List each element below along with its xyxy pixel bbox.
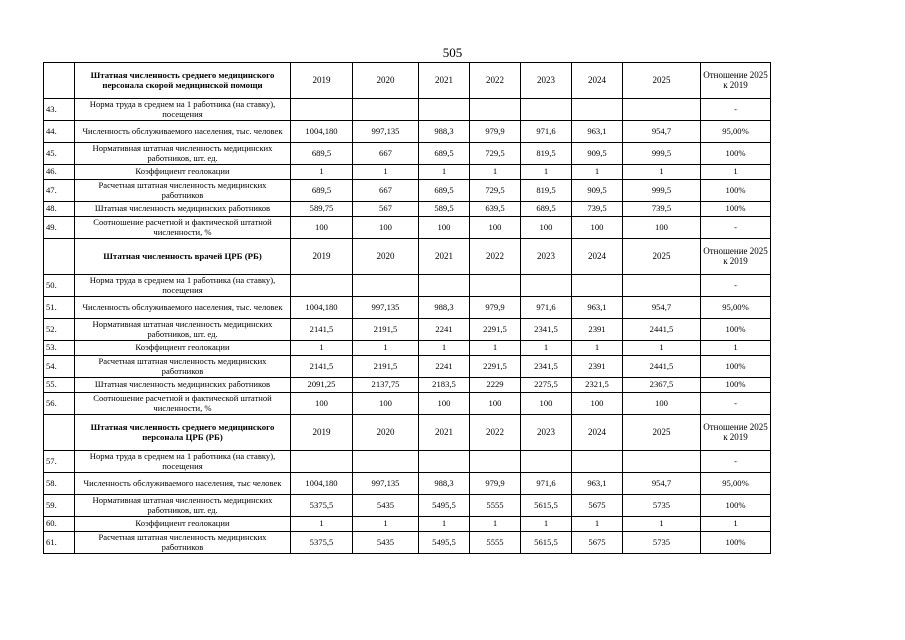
year-header: 2022 (470, 63, 521, 99)
value-cell: 2341,5 (521, 356, 572, 378)
year-header: 2021 (419, 239, 470, 275)
year-header: 2024 (572, 239, 623, 275)
ratio-header: Отношение 2025 к 2019 (701, 239, 771, 275)
value-cell: 2391 (572, 356, 623, 378)
value-cell: 979,9 (470, 297, 521, 319)
value-cell: 5375,5 (291, 495, 353, 517)
value-cell: 2137,75 (353, 378, 419, 393)
value-cell (521, 99, 572, 121)
value-cell: 5435 (353, 532, 419, 554)
year-header: 2025 (623, 239, 701, 275)
year-header: 2019 (291, 63, 353, 99)
row-label: Коэффициент геолокации (75, 165, 291, 180)
row-label: Штатная численность медицинских работников (75, 378, 291, 393)
value-cell: 5735 (623, 495, 701, 517)
year-header: 2020 (353, 239, 419, 275)
value-cell: 5675 (572, 532, 623, 554)
value-cell (291, 275, 353, 297)
year-header: 2019 (291, 415, 353, 451)
ratio-cell: 95,00% (701, 121, 771, 143)
value-cell: 589,75 (291, 202, 353, 217)
value-cell: 2291,5 (470, 319, 521, 341)
value-cell: 739,5 (572, 202, 623, 217)
table-row (44, 217, 771, 239)
value-cell: 100 (419, 393, 470, 415)
value-cell: 567 (353, 202, 419, 217)
value-cell: 100 (521, 393, 572, 415)
value-cell (470, 451, 521, 473)
row-label: Соотношение расчетной и фактической штатной численности, % (75, 393, 291, 415)
value-cell: 2141,5 (291, 356, 353, 378)
value-cell: 2091,25 (291, 378, 353, 393)
row-number: 44. (44, 121, 75, 143)
year-header: 2021 (419, 415, 470, 451)
value-cell: 100 (623, 393, 701, 415)
value-cell: 689,5 (291, 143, 353, 165)
row-number: 49. (44, 217, 75, 239)
row-label: Расчетная штатная численность медицинских работников (75, 180, 291, 202)
table-row (44, 451, 771, 473)
year-header: 2023 (521, 415, 572, 451)
ratio-cell: - (701, 99, 771, 121)
row-number: 43. (44, 99, 75, 121)
section-header-row (44, 239, 771, 275)
table-row (44, 297, 771, 319)
row-number: 54. (44, 356, 75, 378)
value-cell: 5615,5 (521, 495, 572, 517)
row-label: Нормативная штатная численность медицинских работников, шт. ед. (75, 143, 291, 165)
value-cell: 5495,5 (419, 495, 470, 517)
ratio-cell: - (701, 393, 771, 415)
value-cell: 689,5 (419, 143, 470, 165)
section-title: Штатная численность врачей ЦРБ (РБ) (75, 239, 291, 275)
year-header: 2020 (353, 415, 419, 451)
value-cell: 100 (291, 217, 353, 239)
year-header: 2024 (572, 63, 623, 99)
value-cell: 729,5 (470, 143, 521, 165)
value-cell: 963,1 (572, 121, 623, 143)
value-cell: 971,6 (521, 297, 572, 319)
ratio-cell: - (701, 451, 771, 473)
value-cell: 997,135 (353, 473, 419, 495)
value-cell: 988,3 (419, 473, 470, 495)
ratio-cell: 100% (701, 356, 771, 378)
value-cell: 1 (419, 165, 470, 180)
value-cell: 997,135 (353, 121, 419, 143)
row-number: 45. (44, 143, 75, 165)
value-cell (623, 99, 701, 121)
value-cell: 2341,5 (521, 319, 572, 341)
row-label: Нормативная штатная численность медицинских работников, шт. ед. (75, 495, 291, 517)
value-cell: 971,6 (521, 121, 572, 143)
value-cell: 667 (353, 180, 419, 202)
section-number-blank (44, 239, 75, 275)
ratio-cell: 100% (701, 143, 771, 165)
row-label: Штатная численность медицинских работников (75, 202, 291, 217)
row-label: Норма труда в среднем на 1 работника (на ставку), посещения (75, 99, 291, 121)
value-cell (353, 451, 419, 473)
value-cell: 2141,5 (291, 319, 353, 341)
value-cell: 2275,5 (521, 378, 572, 393)
value-cell: 2321,5 (572, 378, 623, 393)
value-cell: 979,9 (470, 473, 521, 495)
value-cell: 999,5 (623, 180, 701, 202)
value-cell: 2241 (419, 319, 470, 341)
year-header: 2023 (521, 239, 572, 275)
ratio-cell: 100% (701, 202, 771, 217)
section-number-blank (44, 63, 75, 99)
year-header: 2022 (470, 239, 521, 275)
value-cell (470, 275, 521, 297)
row-number: 51. (44, 297, 75, 319)
section-number-blank (44, 415, 75, 451)
value-cell: 2367,5 (623, 378, 701, 393)
value-cell: 954,7 (623, 121, 701, 143)
value-cell: 739,5 (623, 202, 701, 217)
value-cell: 689,5 (291, 180, 353, 202)
value-cell: 988,3 (419, 297, 470, 319)
value-cell (572, 99, 623, 121)
section-title: Штатная численность среднего медицинского персонала скорой медицинской помощи (75, 63, 291, 99)
section-header-row (44, 63, 771, 99)
value-cell (521, 275, 572, 297)
year-header: 2024 (572, 415, 623, 451)
value-cell (419, 275, 470, 297)
row-label: Численность обслуживаемого населения, тыс человек (75, 473, 291, 495)
table-row (44, 495, 771, 517)
value-cell: 100 (353, 393, 419, 415)
value-cell: 1 (291, 517, 353, 532)
value-cell: 1 (419, 517, 470, 532)
value-cell: 1 (623, 517, 701, 532)
value-cell: 5615,5 (521, 532, 572, 554)
value-cell: 589,5 (419, 202, 470, 217)
value-cell: 819,5 (521, 143, 572, 165)
table-row (44, 99, 771, 121)
table-row (44, 393, 771, 415)
ratio-cell: - (701, 275, 771, 297)
row-number: 50. (44, 275, 75, 297)
value-cell: 100 (572, 217, 623, 239)
table-row (44, 532, 771, 554)
value-cell: 5435 (353, 495, 419, 517)
table-row (44, 319, 771, 341)
value-cell: 1 (470, 165, 521, 180)
value-cell: 2191,5 (353, 356, 419, 378)
value-cell (623, 451, 701, 473)
table-row (44, 356, 771, 378)
value-cell: 954,7 (623, 297, 701, 319)
value-cell: 1 (291, 165, 353, 180)
table-body (44, 63, 771, 554)
value-cell: 1004,180 (291, 473, 353, 495)
row-label: Норма труда в среднем на 1 работника (на ставку), посещения (75, 451, 291, 473)
row-number: 52. (44, 319, 75, 341)
table-row (44, 180, 771, 202)
value-cell: 1 (470, 517, 521, 532)
value-cell: 2391 (572, 319, 623, 341)
year-header: 2020 (353, 63, 419, 99)
row-label: Расчетная штатная численность медицинских работников (75, 356, 291, 378)
value-cell: 1004,180 (291, 297, 353, 319)
ratio-cell: 1 (701, 517, 771, 532)
ratio-cell: 100% (701, 495, 771, 517)
value-cell: 2229 (470, 378, 521, 393)
row-label: Коэффициент геолокации (75, 517, 291, 532)
ratio-cell: 100% (701, 532, 771, 554)
value-cell: 988,3 (419, 121, 470, 143)
value-cell: 1 (521, 517, 572, 532)
table-row (44, 165, 771, 180)
table-row (44, 341, 771, 356)
ratio-cell: 100% (701, 378, 771, 393)
value-cell: 1 (470, 341, 521, 356)
value-cell: 1004,180 (291, 121, 353, 143)
value-cell: 909,5 (572, 143, 623, 165)
staffing-table (43, 62, 771, 554)
row-label: Нормативная штатная численность медицинских работников, шт. ед. (75, 319, 291, 341)
value-cell: 5495,5 (419, 532, 470, 554)
row-number: 56. (44, 393, 75, 415)
value-cell: 1 (521, 165, 572, 180)
value-cell (291, 451, 353, 473)
ratio-cell: 1 (701, 165, 771, 180)
table-row (44, 275, 771, 297)
value-cell (623, 275, 701, 297)
value-cell: 100 (470, 393, 521, 415)
ratio-cell: 100% (701, 319, 771, 341)
row-number: 48. (44, 202, 75, 217)
value-cell: 100 (623, 217, 701, 239)
table-row (44, 143, 771, 165)
row-label: Норма труда в среднем на 1 работника (на ставку), посещения (75, 275, 291, 297)
ratio-header: Отношение 2025 к 2019 (701, 415, 771, 451)
value-cell (572, 275, 623, 297)
row-label: Соотношение расчетной и фактической штатной численности, % (75, 217, 291, 239)
row-label: Численность обслуживаемого населения, тыс. человек (75, 121, 291, 143)
table-row (44, 121, 771, 143)
value-cell: 979,9 (470, 121, 521, 143)
row-number: 59. (44, 495, 75, 517)
table-row (44, 517, 771, 532)
table-row (44, 378, 771, 393)
value-cell: 5735 (623, 532, 701, 554)
value-cell: 729,5 (470, 180, 521, 202)
value-cell: 963,1 (572, 297, 623, 319)
value-cell: 1 (353, 341, 419, 356)
value-cell: 1 (291, 341, 353, 356)
value-cell (521, 451, 572, 473)
row-number: 60. (44, 517, 75, 532)
value-cell: 5555 (470, 495, 521, 517)
value-cell: 1 (572, 165, 623, 180)
value-cell (353, 275, 419, 297)
value-cell: 2241 (419, 356, 470, 378)
value-cell: 100 (419, 217, 470, 239)
value-cell (419, 99, 470, 121)
year-header: 2023 (521, 63, 572, 99)
value-cell: 963,1 (572, 473, 623, 495)
year-header: 2022 (470, 415, 521, 451)
ratio-cell: 100% (701, 180, 771, 202)
value-cell: 667 (353, 143, 419, 165)
value-cell: 5675 (572, 495, 623, 517)
year-header: 2021 (419, 63, 470, 99)
year-header: 2025 (623, 415, 701, 451)
value-cell: 1 (572, 341, 623, 356)
row-label: Коэффициент геолокации (75, 341, 291, 356)
row-label: Расчетная штатная численность медицинских работников (75, 532, 291, 554)
value-cell: 2441,5 (623, 319, 701, 341)
row-number: 53. (44, 341, 75, 356)
value-cell: 639,5 (470, 202, 521, 217)
table-row (44, 202, 771, 217)
value-cell: 819,5 (521, 180, 572, 202)
section-title: Штатная численность среднего медицинского персонала ЦРБ (РБ) (75, 415, 291, 451)
value-cell: 1 (572, 517, 623, 532)
value-cell: 2191,5 (353, 319, 419, 341)
value-cell: 5375,5 (291, 532, 353, 554)
row-number: 46. (44, 165, 75, 180)
value-cell (572, 451, 623, 473)
value-cell: 5555 (470, 532, 521, 554)
value-cell: 1 (521, 341, 572, 356)
value-cell: 100 (521, 217, 572, 239)
value-cell: 1 (353, 517, 419, 532)
value-cell: 100 (572, 393, 623, 415)
value-cell: 100 (470, 217, 521, 239)
row-number: 55. (44, 378, 75, 393)
page-number: 505 (442, 45, 463, 60)
year-header: 2019 (291, 239, 353, 275)
value-cell: 999,5 (623, 143, 701, 165)
value-cell: 689,5 (521, 202, 572, 217)
value-cell (419, 451, 470, 473)
section-header-row (44, 415, 771, 451)
year-header: 2025 (623, 63, 701, 99)
value-cell: 2441,5 (623, 356, 701, 378)
value-cell: 689,5 (419, 180, 470, 202)
value-cell: 100 (291, 393, 353, 415)
value-cell: 909,5 (572, 180, 623, 202)
ratio-header: Отношение 2025 к 2019 (701, 63, 771, 99)
value-cell (353, 99, 419, 121)
value-cell: 100 (353, 217, 419, 239)
value-cell: 971,6 (521, 473, 572, 495)
row-number: 58. (44, 473, 75, 495)
value-cell: 1 (353, 165, 419, 180)
row-number: 61. (44, 532, 75, 554)
value-cell: 954,7 (623, 473, 701, 495)
ratio-cell: 1 (701, 341, 771, 356)
value-cell: 2183,5 (419, 378, 470, 393)
value-cell: 2291,5 (470, 356, 521, 378)
value-cell (291, 99, 353, 121)
ratio-cell: 95,00% (701, 297, 771, 319)
row-number: 57. (44, 451, 75, 473)
ratio-cell: 95,00% (701, 473, 771, 495)
row-label: Численность обслуживаемого населения, тыс. человек (75, 297, 291, 319)
value-cell: 1 (623, 341, 701, 356)
value-cell (470, 99, 521, 121)
value-cell: 1 (623, 165, 701, 180)
table-row (44, 473, 771, 495)
row-number: 47. (44, 180, 75, 202)
value-cell: 1 (419, 341, 470, 356)
value-cell: 997,135 (353, 297, 419, 319)
ratio-cell: - (701, 217, 771, 239)
